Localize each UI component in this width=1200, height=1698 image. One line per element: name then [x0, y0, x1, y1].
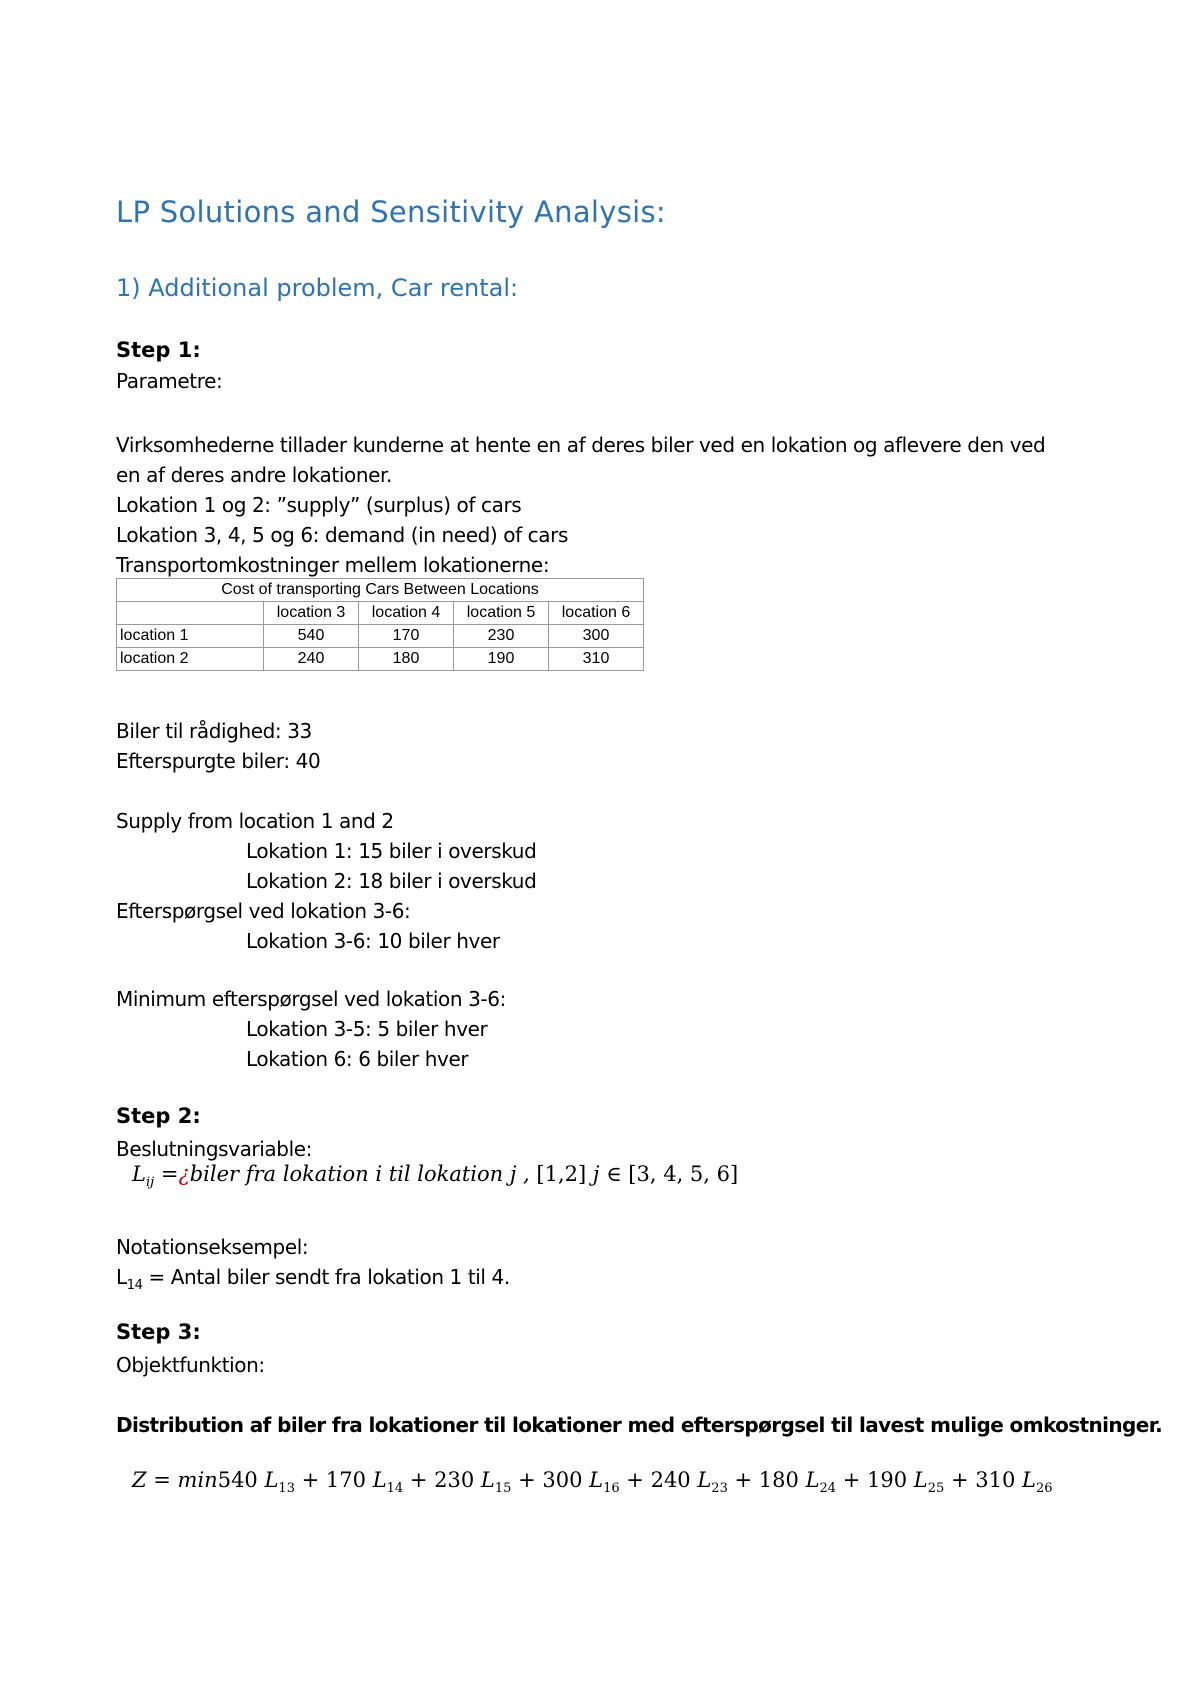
min-demand-6: Lokation 6: 6 biler hver — [246, 1047, 469, 1071]
step1-heading: Step 1: — [116, 338, 201, 362]
step2-heading: Step 2: — [116, 1104, 201, 1128]
step3-label: Objektfunktion: — [116, 1353, 265, 1377]
objective-term: 230 $L_{15}$ — [434, 1468, 512, 1497]
table-header-cell: location 4 — [359, 602, 454, 625]
section-heading: 1) Additional problem, Car rental: — [116, 274, 519, 302]
min-demand-3-5: Lokation 3-5: 5 biler hver — [246, 1017, 488, 1041]
supply-location-1: Lokation 1: 15 biler i overskud — [246, 839, 537, 863]
step3-heading: Step 3: — [116, 1320, 201, 1344]
objective-term: 300 $L_{16}$ — [542, 1468, 620, 1497]
min-demand-label: Minimum efterspørgsel ved lokation 3-6: — [116, 987, 506, 1011]
page-title: LP Solutions and Sensitivity Analysis: — [116, 195, 666, 229]
requested-cars: Efterspurgte biler: 40 — [116, 749, 321, 773]
table-header-cell: location 3 — [264, 602, 359, 625]
transport-label: Transportomkostninger mellem lokationerne: — [116, 553, 550, 577]
table-row — [117, 625, 644, 648]
formula-text: biler fra lokation i til lokation j , — [189, 1162, 530, 1186]
supply-from-label: Supply from location 1 and 2 — [116, 809, 394, 833]
table-cell: 180 — [359, 648, 454, 671]
table-header-cell: location 6 — [549, 602, 644, 625]
decision-variable-formula: $L_{ij}$ =¿biler fra lokation i til lokation j , [1,2] j ∈ [3, 4, 5, 6] — [132, 1162, 739, 1191]
objective-term: 240 $L_{23}$ — [650, 1468, 728, 1497]
demand-line: Lokation 3, 4, 5 og 6: demand (in need) of cars — [116, 523, 568, 547]
step2-label: Beslutningsvariable: — [116, 1137, 312, 1161]
demand-label: Efterspørgsel ved lokation 3-6: — [116, 899, 411, 923]
step1-paragraph-line2: en af deres andre lokationer. — [116, 463, 392, 487]
supply-line: Lokation 1 og 2: ”supply” (surplus) of cars — [116, 493, 522, 517]
objective-term: 170 $L_{14}$ — [325, 1468, 404, 1497]
table-header-cell — [117, 602, 264, 625]
table-caption-row — [117, 579, 644, 602]
available-cars: Biler til rådighed: 33 — [116, 719, 312, 743]
table-row — [117, 648, 644, 671]
table-cell: 240 — [264, 648, 359, 671]
objective-function: Z = min540 $L_{13} + 170$ $L_{14} + 230$ $L_{15} + 300$ $L_{16} + 240$ $L_{23} + 180$ $L_{24} + 190$ $L_{25} + 310$ $L_{26}$ — [132, 1468, 1053, 1497]
formula-set-j: 3, 4, 5, 6 — [636, 1162, 730, 1186]
table-header-row — [117, 602, 644, 625]
table-caption: Cost of transporting Cars Between Locations — [117, 579, 644, 602]
objective-term: 180 $L_{24}$ — [758, 1468, 837, 1497]
formula-set-i: 1,2 — [544, 1162, 579, 1186]
demand-each: Lokation 3-6: 10 biler hver — [246, 929, 500, 953]
step1-paragraph-line1: Virksomhederne tillader kunderne at hente en af deres biler ved en lokation og aflevere den ved — [116, 433, 1046, 457]
notation-label: Notationseksempel: — [116, 1235, 309, 1259]
objective-term: 310 $L_{26}$ — [975, 1468, 1053, 1497]
table-cell: 310 — [549, 648, 644, 671]
objective-term: 190 $L_{25}$ — [867, 1468, 945, 1497]
table-cell: 540 — [264, 625, 359, 648]
supply-location-2: Lokation 2: 18 biler i overskud — [246, 869, 537, 893]
table-cell: 230 — [454, 625, 549, 648]
step1-label: Parametre: — [116, 369, 223, 393]
row-label: location 2 — [117, 648, 264, 671]
table-cell: 170 — [359, 625, 454, 648]
cost-table — [116, 578, 644, 671]
table-cell: 190 — [454, 648, 549, 671]
notation-example: $L_{14}$ = Antal biler sendt fra lokation 1 til 4. — [116, 1265, 510, 1293]
table-cell: 300 — [549, 625, 644, 648]
row-label: location 1 — [117, 625, 264, 648]
table-header-cell: location 5 — [454, 602, 549, 625]
objective-term: 540 $L_{13}$ — [217, 1468, 295, 1497]
step3-description: Distribution af biler fra lokationer til lokationer med efterspørgsel til lavest mulige omkostninger. — [116, 1413, 1163, 1437]
